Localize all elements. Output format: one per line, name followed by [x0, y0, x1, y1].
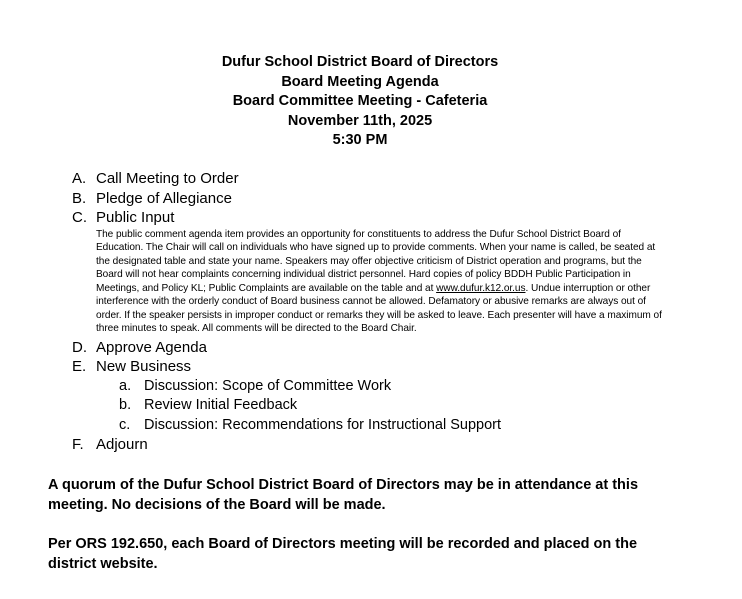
agenda-item-marker: B. [72, 189, 87, 207]
agenda-item-adjourn [0, 435, 742, 455]
agenda-item-label: Approve Agenda [96, 338, 207, 356]
agenda-item-label: Pledge of Allegiance [96, 189, 232, 207]
agenda-item-label: Public Input [96, 209, 175, 226]
agenda-item-marker: D. [72, 338, 87, 356]
meeting-time: 5:30 PM [332, 132, 388, 149]
subitem-marker: c. [119, 416, 131, 433]
agenda-item-public-input [0, 208, 742, 228]
meeting-date: November 11th, 2025 [287, 112, 433, 129]
agenda-item-call-to-order [0, 169, 742, 189]
agenda-header [0, 53, 720, 151]
subitem-marker: a. [119, 377, 132, 394]
public-input-note [96, 228, 664, 338]
subitem-label: Discussion: Recommendations for Instructional Support [144, 416, 502, 433]
agenda-item-marker: E. [72, 358, 87, 375]
subitem-label: Review Initial Feedback [144, 397, 298, 413]
quorum-notice [48, 476, 688, 515]
district-title: Dufur School District Board of Directors [221, 54, 499, 70]
quorum-notice-line: meeting. No decisions of the Board will be made. [48, 496, 386, 513]
public-input-note-text: The public comment agenda item provides an opportunity for constituents to address the Dufur School District Board of Education. The Chair will call on individuals who have signed up to provide comments. When your name is called, be seated at the designated table and state your name. Speakers may offer objective criticism of District operation and programs, but the Board will not hear complaints concerning individual district personnel. Hard copies of policy BDDH Public Participation in Meetings, and Policy KL; Public Complaints are available on the table and at [96, 228, 656, 294]
agenda-item-label: New Business [96, 358, 192, 375]
quorum-notice-line: A quorum of the Dufur School District Board of Directors may be in attendance at this [48, 477, 639, 493]
agenda-item-approve-agenda [0, 338, 742, 358]
agenda-item-marker: C. [72, 209, 87, 226]
subitem-initial-feedback [0, 396, 742, 416]
subitem-label: Discussion: Scope of Committee Work [144, 377, 392, 394]
agenda-title: Board Meeting Agenda [281, 73, 439, 90]
district-website-link[interactable]: www.dufur.k12.or.us [436, 282, 526, 294]
subitem-scope-discussion [0, 377, 742, 397]
public-input-note-text-end: . Undue interruption or other interference with the orderly conduct of Board business cannot be allowed. Defamatory or abusive remarks are always out of order. If the speaker persists in improper conduct or remarks they will be asked to leave. Each presenter will have a maximum of three minutes to speak. All comments will be directed to the Board Chair. [96, 282, 662, 334]
agenda-item-marker: F. [72, 436, 84, 453]
agenda-item-marker: A. [72, 170, 87, 187]
agenda-item-label: Call Meeting to Order [96, 170, 239, 187]
recording-notice-line: Per ORS 192.650, each Board of Directors meeting will be recorded and placed on the [48, 536, 638, 552]
agenda-list [0, 169, 742, 455]
subitem-instructional-support [0, 416, 742, 436]
agenda-item-label: Adjourn [96, 436, 148, 453]
subitem-marker: b. [119, 397, 132, 413]
meeting-title: Board Committee Meeting - Cafeteria [232, 93, 488, 110]
recording-notice-line: district website. [48, 555, 158, 572]
agenda-item-new-business [0, 357, 742, 377]
agenda-item-pledge [0, 189, 742, 209]
recording-notice [48, 535, 688, 574]
